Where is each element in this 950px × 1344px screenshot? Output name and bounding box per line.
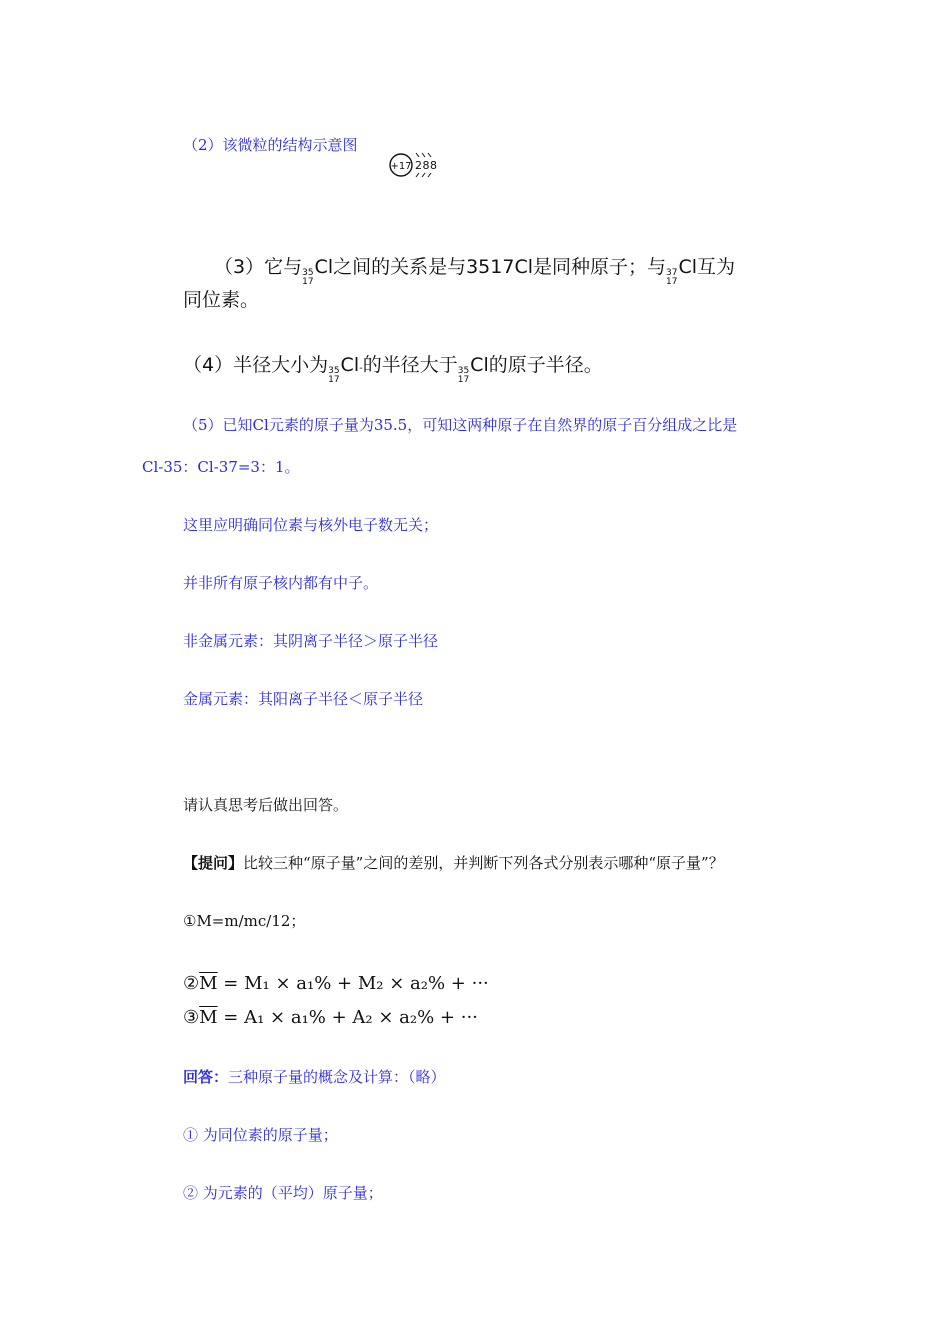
electron-shells: 288 xyxy=(415,159,438,172)
atom-structure-diagram xyxy=(388,148,444,182)
item3-line1: （3）它与 35 17 Cl 之间的关系是与3517Cl是同种原子；与 37 17 Cl 互为 xyxy=(214,256,736,287)
item3-line2: 同位素。 xyxy=(183,289,260,311)
formula-3: $③\overline{M} = A_1 \times a_1\% + A_2 \times a_2\%$ + ··· xyxy=(183,1007,478,1028)
item2-label: （2）该微粒的结构示意图 xyxy=(183,136,358,154)
note-2: 并非所有原子核内都有中子。 xyxy=(183,574,379,592)
isotope-cl37: 37 17 Cl xyxy=(666,256,697,287)
note-1: 这里应明确同位素与核外电子数无关； xyxy=(183,516,439,534)
note-4: 金属元素：其阳离子半径＜原子半径 xyxy=(183,690,424,708)
formula-2: $②\overline{M} = M_1 \times a_1\% + M_2 \times a_2\%$ + ··· xyxy=(183,973,489,994)
ion-cl35: 35 17 Cl - xyxy=(328,354,363,385)
question-text: 比较三种“原子量”之间的差别，并判断下列各式分别表示哪种“原子量”？ xyxy=(243,854,724,872)
question xyxy=(183,852,724,873)
item5-line1: （5）已知Cl元素的原子量为35.5，可知这两种原子在自然界的原子百分组成之比是 xyxy=(183,416,738,434)
answer-text: 三种原子量的概念及计算：（略） xyxy=(228,1068,446,1086)
formula-1: ①M=m/mc/12； xyxy=(183,912,306,930)
item4-line: （4）半径大小为 35 17 Cl - 的半径大于 35 17 Cl 的原子半径。 xyxy=(183,354,603,385)
think-prompt: 请认真思考后做出回答。 xyxy=(183,796,349,814)
question-tag: 【提问】 xyxy=(183,854,244,872)
item5-line2: Cl-35：Cl-37=3：1。 xyxy=(142,458,300,476)
isotope-cl35: 35 17 Cl xyxy=(302,256,334,287)
answer-tag: 回答： xyxy=(183,1068,229,1086)
answer-2: ② 为元素的（平均）原子量； xyxy=(183,1184,383,1202)
answer-1: ① 为同位素的原子量； xyxy=(183,1126,338,1144)
answer xyxy=(183,1066,446,1087)
atom-cl35: 35 17 Cl xyxy=(457,354,489,385)
nucleus-charge: +17 xyxy=(390,161,412,172)
note-3: 非金属元素：其阴离子半径＞原子半径 xyxy=(183,632,439,650)
